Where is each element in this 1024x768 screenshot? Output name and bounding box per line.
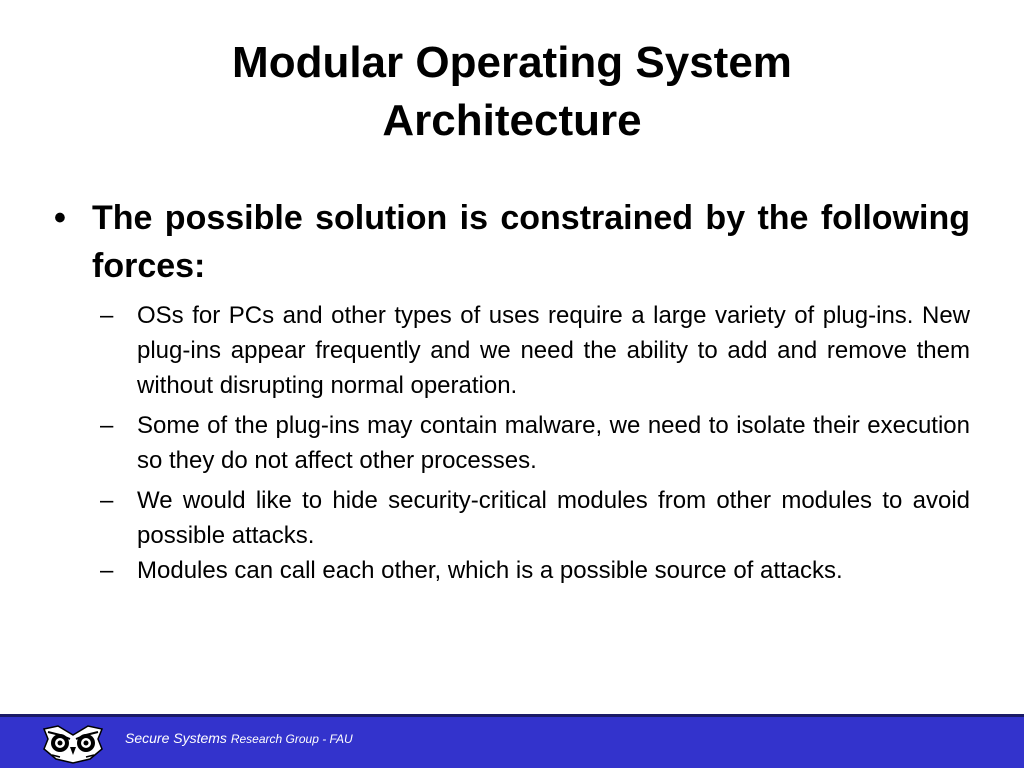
footer-text-part-1: Secure Systems bbox=[125, 730, 231, 746]
dash-marker: – bbox=[100, 302, 114, 329]
footer-text bbox=[125, 730, 353, 746]
sub-bullet-list bbox=[100, 298, 970, 588]
sub-bullet-item bbox=[100, 408, 970, 478]
dash-marker: – bbox=[100, 487, 114, 514]
sub-bullet-text: Some of the plug-ins may contain malware, we need to isolate their execution so they do not affect other processes. bbox=[137, 412, 970, 474]
slide-footer bbox=[0, 714, 1024, 768]
sub-bullet-text: We would like to hide security-critical modules from other modules to avoid possible attacks. bbox=[137, 487, 970, 549]
slide-content bbox=[54, 194, 970, 593]
dash-marker: – bbox=[100, 412, 114, 439]
main-bullet bbox=[54, 194, 970, 290]
bullet-marker: • bbox=[54, 199, 66, 237]
footer-text-part-2: Research Group - FAU bbox=[230, 732, 353, 746]
sub-bullet-item bbox=[100, 483, 970, 553]
sub-bullet-text: OSs for PCs and other types of uses require a large variety of plug-ins. New plug-ins appear frequently and we need the ability to add and remove them without disrupting normal operation. bbox=[137, 302, 970, 399]
sub-bullet-item bbox=[100, 298, 970, 403]
slide-title-line-1: Modular Operating System bbox=[232, 38, 792, 87]
owl-logo-icon bbox=[40, 723, 106, 765]
slide-title bbox=[40, 34, 984, 150]
dash-marker: – bbox=[100, 557, 114, 584]
sub-bullet-text: Modules can call each other, which is a possible source of attacks. bbox=[137, 557, 843, 584]
slide-title-line-2: Architecture bbox=[382, 96, 642, 145]
main-bullet-text: The possible solution is constrained by the following forces: bbox=[92, 199, 970, 285]
sub-bullet-item bbox=[100, 553, 970, 588]
